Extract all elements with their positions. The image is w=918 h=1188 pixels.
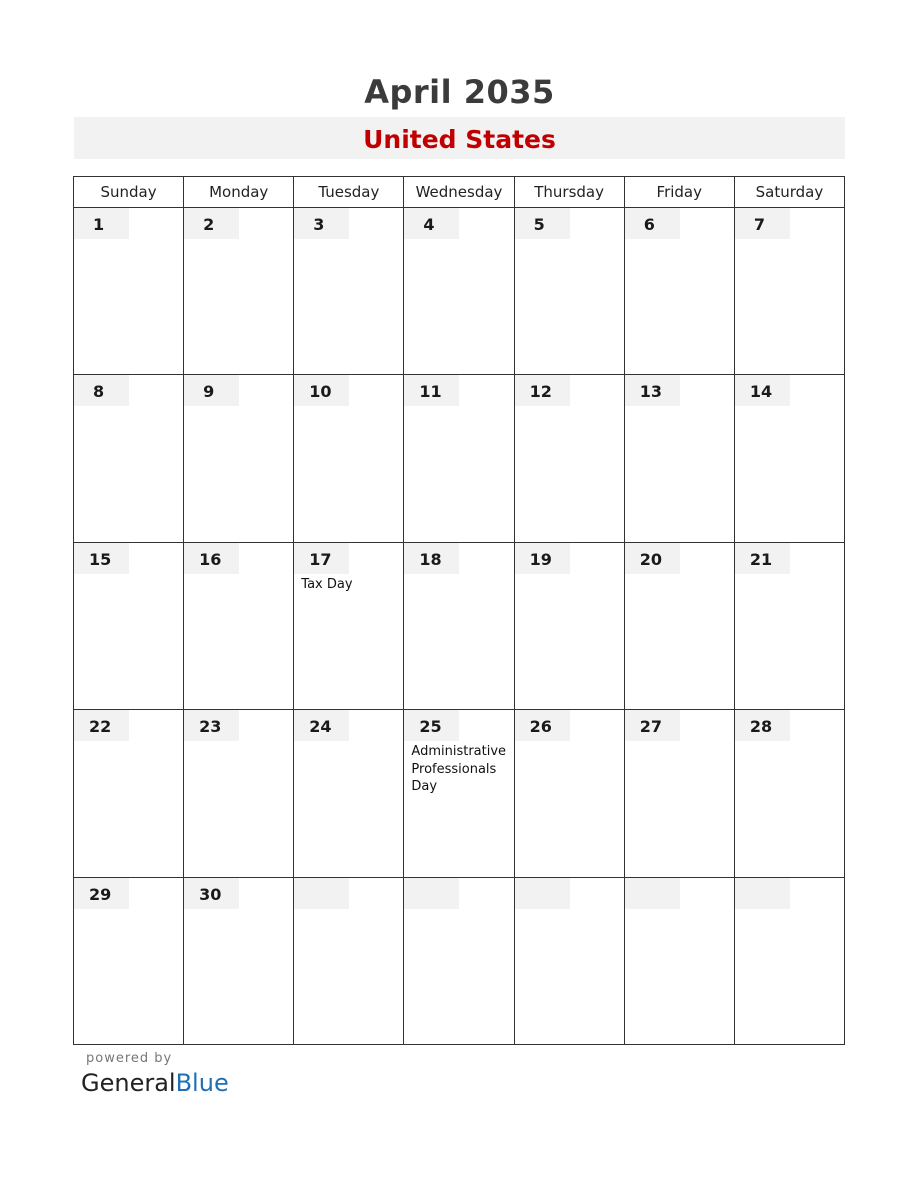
calendar-grid bbox=[73, 176, 845, 1045]
holiday-event: Tax Day bbox=[301, 576, 353, 592]
day-cell[interactable] bbox=[734, 542, 844, 709]
day-cell[interactable] bbox=[514, 375, 624, 542]
weekday-tuesday: Tuesday bbox=[294, 177, 404, 208]
brand-general-text: General bbox=[81, 1069, 176, 1097]
day-cell[interactable] bbox=[294, 710, 404, 877]
day-cell[interactable] bbox=[294, 208, 404, 375]
generalblue-logo bbox=[81, 1066, 229, 1100]
day-number: 23 bbox=[184, 710, 239, 741]
day-cell[interactable] bbox=[514, 710, 624, 877]
day-number: 1 bbox=[74, 208, 129, 239]
day-cell[interactable] bbox=[624, 542, 734, 709]
day-cell[interactable] bbox=[74, 208, 184, 375]
day-cell[interactable] bbox=[624, 375, 734, 542]
day-cell[interactable] bbox=[184, 710, 294, 877]
day-number: 20 bbox=[625, 543, 680, 574]
day-number: 14 bbox=[735, 375, 790, 406]
day-cell[interactable] bbox=[404, 542, 514, 709]
day-number: 17 bbox=[294, 543, 349, 574]
powered-by-label: powered by bbox=[86, 1051, 173, 1066]
day-cell[interactable] bbox=[404, 375, 514, 542]
day-number: 4 bbox=[404, 208, 459, 239]
day-number: 24 bbox=[294, 710, 349, 741]
week-row bbox=[74, 877, 845, 1044]
day-cell[interactable] bbox=[404, 710, 514, 877]
day-number: 5 bbox=[515, 208, 570, 239]
day-number bbox=[515, 878, 570, 909]
day-number: 25 bbox=[404, 710, 459, 741]
day-cell[interactable] bbox=[294, 375, 404, 542]
day-number: 6 bbox=[625, 208, 680, 239]
day-number: 29 bbox=[74, 878, 129, 909]
weekday-thursday: Thursday bbox=[514, 177, 624, 208]
day-number: 19 bbox=[515, 543, 570, 574]
day-cell[interactable] bbox=[624, 710, 734, 877]
day-number: 15 bbox=[74, 543, 129, 574]
day-cell[interactable] bbox=[734, 208, 844, 375]
weekday-saturday: Saturday bbox=[734, 177, 844, 208]
day-number: 18 bbox=[404, 543, 459, 574]
day-number bbox=[625, 878, 680, 909]
day-number: 8 bbox=[74, 375, 129, 406]
day-number: 21 bbox=[735, 543, 790, 574]
day-cell[interactable] bbox=[74, 710, 184, 877]
day-cell[interactable] bbox=[404, 877, 514, 1044]
day-cell[interactable] bbox=[624, 877, 734, 1044]
day-number: 16 bbox=[184, 543, 239, 574]
weekday-wednesday: Wednesday bbox=[404, 177, 514, 208]
day-number: 30 bbox=[184, 878, 239, 909]
day-number: 27 bbox=[625, 710, 680, 741]
day-number: 10 bbox=[294, 375, 349, 406]
page-title: April 2035 bbox=[364, 73, 555, 111]
day-cell[interactable] bbox=[514, 542, 624, 709]
country-name: United States bbox=[363, 125, 556, 154]
day-number: 13 bbox=[625, 375, 680, 406]
weekday-friday: Friday bbox=[624, 177, 734, 208]
day-cell[interactable] bbox=[74, 375, 184, 542]
week-row bbox=[74, 375, 845, 542]
week-row bbox=[74, 710, 845, 877]
day-cell[interactable] bbox=[734, 877, 844, 1044]
day-cell[interactable] bbox=[184, 208, 294, 375]
week-row bbox=[74, 208, 845, 375]
day-cell[interactable] bbox=[624, 208, 734, 375]
day-number: 12 bbox=[515, 375, 570, 406]
day-cell[interactable] bbox=[514, 877, 624, 1044]
day-number: 9 bbox=[184, 375, 239, 406]
day-cell[interactable] bbox=[184, 375, 294, 542]
holiday-event: Administrative Professionals Day bbox=[411, 744, 507, 795]
day-cell[interactable] bbox=[734, 710, 844, 877]
day-cell[interactable] bbox=[514, 208, 624, 375]
day-cell[interactable] bbox=[294, 877, 404, 1044]
day-number: 7 bbox=[735, 208, 790, 239]
day-number: 22 bbox=[74, 710, 129, 741]
day-cell[interactable] bbox=[184, 877, 294, 1044]
day-number bbox=[294, 878, 349, 909]
weekday-monday: Monday bbox=[184, 177, 294, 208]
day-cell[interactable] bbox=[74, 542, 184, 709]
day-number: 2 bbox=[184, 208, 239, 239]
day-number: 3 bbox=[294, 208, 349, 239]
weekday-header-row bbox=[74, 177, 845, 208]
day-number: 26 bbox=[515, 710, 570, 741]
day-cell[interactable] bbox=[184, 542, 294, 709]
day-cell[interactable] bbox=[294, 542, 404, 709]
weekday-sunday: Sunday bbox=[74, 177, 184, 208]
day-number bbox=[735, 878, 790, 909]
day-number bbox=[404, 878, 459, 909]
day-cell[interactable] bbox=[74, 877, 184, 1044]
day-number: 28 bbox=[735, 710, 790, 741]
week-row bbox=[74, 542, 845, 709]
day-cell[interactable] bbox=[404, 208, 514, 375]
brand-blue-text: Blue bbox=[175, 1069, 229, 1097]
day-number: 11 bbox=[404, 375, 459, 406]
country-banner bbox=[74, 117, 845, 159]
day-cell[interactable] bbox=[734, 375, 844, 542]
